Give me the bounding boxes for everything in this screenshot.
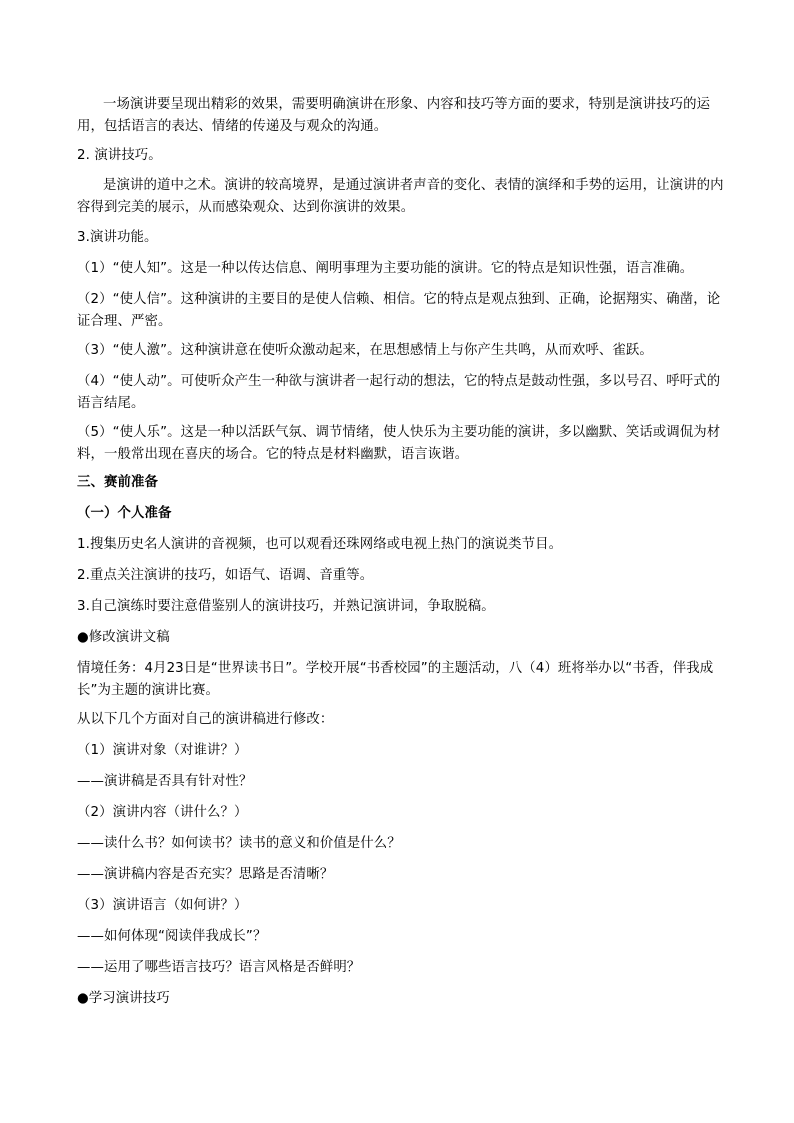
section-heading-preparation: 三、赛前准备 — [77, 475, 158, 490]
revision-content-question-2: ——演讲稿内容是否充实？思路是否清晰？ — [77, 867, 334, 882]
function-inform: （1）“使人知”。这是一种以传达信息、阐明事理为主要功能的演讲。它的特点是知识性强，语言准确。 — [77, 261, 694, 276]
heading-speech-skills: 2. 演讲技巧。 — [77, 148, 162, 163]
skills-paragraph: 是演讲的道中之术。演讲的较高境界，是通过演讲者声音的变化、表情的演绎和手势的运用，让演讲的内容得到完美的展示，从而感染观众、达到你演讲的效果。 — [77, 178, 724, 215]
prep-item-2: 2.重点关注演讲的技巧，如语气、语调、音重等。 — [77, 568, 374, 583]
intro-paragraph: 一场演讲要呈现出精彩的效果，需要明确演讲在形象、内容和技巧等方面的要求，特别是演讲技巧的运用，包括语言的表达、情绪的传递及与观众的沟通。 — [77, 97, 711, 134]
function-entertain: （5）“使人乐”。这是一种以活跃气氛、调节情绪，使人快乐为主要功能的演讲，多以幽默、笑话或调侃为材料，一般常出现在喜庆的场合。它的特点是材料幽默，语言诙谐。 — [77, 425, 721, 462]
bullet-revise-draft: ●修改演讲文稿 — [77, 630, 170, 645]
revision-content-question-1: ——读什么书？如何读书？读书的意义和价值是什么？ — [77, 836, 401, 851]
subsection-heading-personal: （一）个人准备 — [77, 506, 172, 521]
revision-audience-question: ——演讲稿是否具有针对性？ — [77, 774, 253, 789]
prep-item-3: 3.自己演练时要注意借鉴别人的演讲技巧，并熟记演讲词，争取脱稿。 — [77, 599, 495, 614]
bullet-learn-skills: ●学习演讲技巧 — [77, 991, 170, 1006]
revision-intro: 从以下几个方面对自己的演讲稿进行修改： — [77, 712, 334, 727]
prep-item-1: 1.搜集历史名人演讲的音视频，也可以观看还珠网络或电视上热门的演说类节目。 — [77, 537, 563, 552]
revision-language: （3）演讲语言（如何讲？） — [77, 898, 248, 913]
function-persuade: （2）“使人信”。这种演讲的主要目的是使人信赖、相信。它的特点是观点独到、正确，论据翔实、确凿，论证合理、严密。 — [77, 292, 721, 329]
scenario-task: 情境任务：4月23日是“世界读书日”。学校开展“书香校园”的主题活动，八（4）班将举办以“书香，伴我成长”为主题的演讲比赛。 — [77, 661, 714, 698]
revision-content: （2）演讲内容（讲什么？） — [77, 805, 248, 820]
function-motivate: （4）“使人动”。可使听众产生一种欲与演讲者一起行动的想法，它的特点是鼓动性强，多以号召、呼吁式的语言结尾。 — [77, 374, 721, 411]
revision-audience: （1）演讲对象（对谁讲？） — [77, 743, 248, 758]
revision-language-question-2: ——运用了哪些语言技巧？语言风格是否鲜明？ — [77, 960, 361, 975]
revision-language-question-1: ——如何体现“阅读伴我成长”？ — [77, 929, 267, 944]
heading-speech-functions: 3.演讲功能。 — [77, 230, 158, 245]
function-excite: （3）“使人激”。这种演讲意在使听众激动起来，在思想感情上与你产生共鸣，从而欢呼、雀跃。 — [77, 343, 653, 358]
